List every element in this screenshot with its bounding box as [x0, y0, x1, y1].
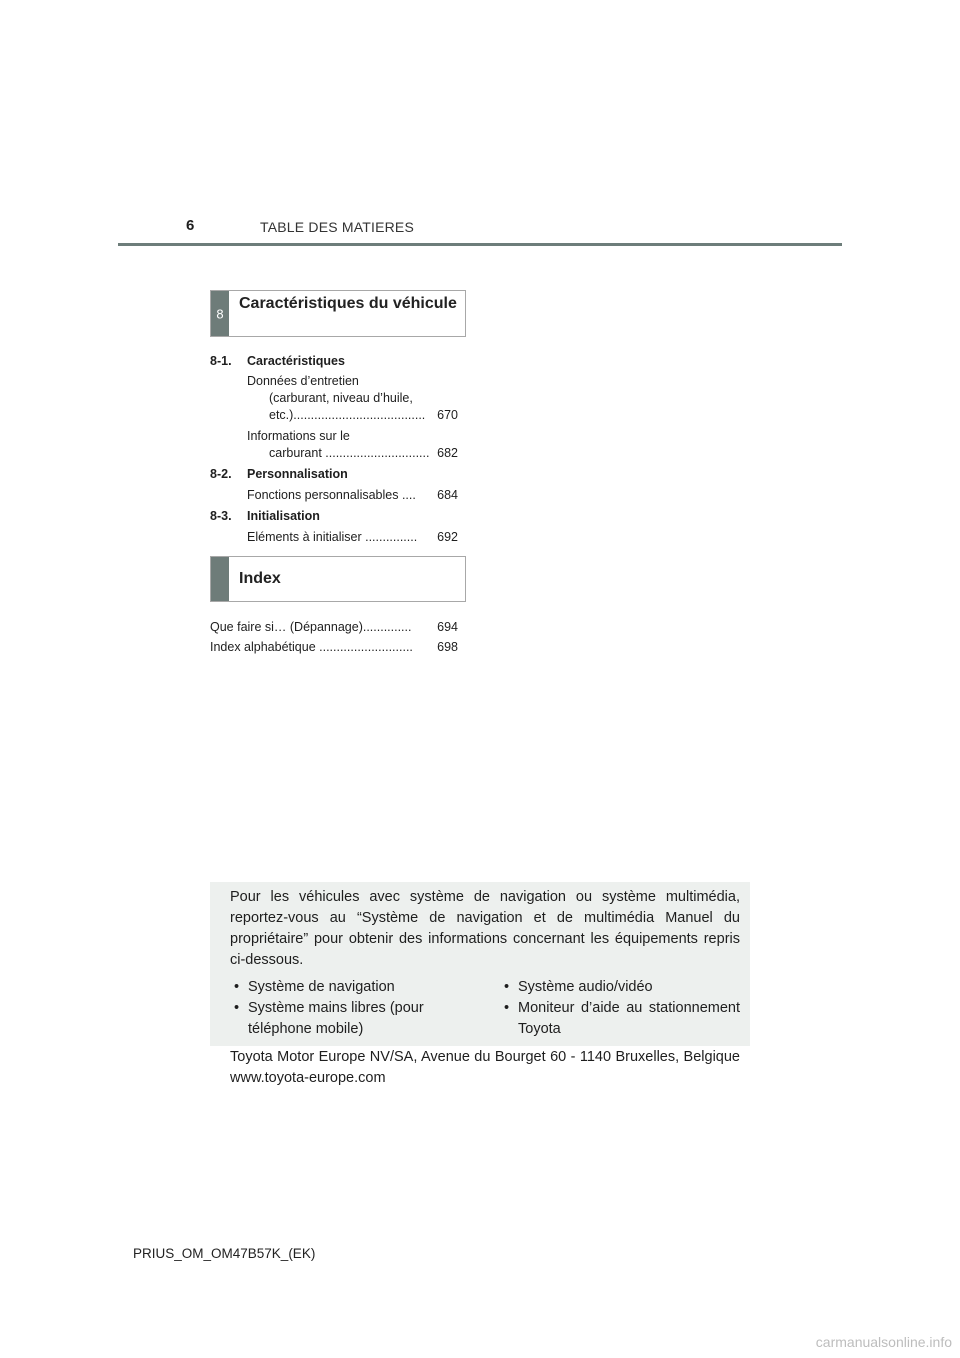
- section-number: 8: [216, 306, 224, 321]
- chapter-code: 8-3.: [210, 509, 232, 523]
- toc-page-number: 670: [437, 408, 458, 422]
- section-title: Caractéristiques du véhicule: [239, 295, 457, 312]
- notice-box: [210, 882, 750, 1046]
- toc-page-number: 694: [437, 620, 458, 634]
- page-number: 6: [186, 217, 195, 234]
- address-text: Toyota Motor Europe NV/SA, Avenue du Bourget 60 - 1140 Bruxelles, Belgique www.toyota-europe.com: [230, 1049, 740, 1086]
- toc-entry-informations-carburant[interactable]: [247, 428, 458, 462]
- toc-entry-elements-initialiser[interactable]: [247, 529, 458, 546]
- toc-entry-line: (carburant, niveau d’huile,: [269, 391, 413, 405]
- chapter-8-2-heading[interactable]: [210, 467, 348, 481]
- section-tab: [211, 291, 229, 336]
- chapter-title: Personnalisation: [247, 467, 348, 481]
- toc-entry-line: Données d’entretien: [247, 374, 359, 388]
- toc-page-number: 684: [437, 488, 458, 502]
- notice-text: Pour les véhicules avec système de navigation ou système multimédia, reportez-vous au “Système de navigation et de multimédia Manuel du propriétaire” pour obtenir des informations concernant les équipements repris ci-dessous.: [230, 889, 740, 968]
- watermark: carmanualsonline.info: [815, 1334, 952, 1350]
- chapter-title: Initialisation: [247, 509, 320, 523]
- toc-page-number: 698: [437, 640, 458, 654]
- toc-entry-index-alphabetique[interactable]: [210, 639, 458, 656]
- toc-entry-fonctions-personnalisables[interactable]: [247, 487, 458, 504]
- header-title: TABLE DES MATIERES: [260, 219, 415, 235]
- toc-entry-line: carburant ..............................: [269, 446, 430, 460]
- toc-entry-line: Fonctions personnalisables ....: [247, 488, 416, 502]
- toc-entry-line: Eléments à initialiser ...............: [247, 530, 418, 544]
- section-title: Index: [239, 570, 281, 587]
- list-item: • Système de navigation: [230, 977, 455, 998]
- list-item: • Système audio/vidéo: [500, 977, 740, 998]
- list-item: • Système mains libres (pour téléphone mobile): [230, 998, 455, 1040]
- toc-entry-line: Index alphabétique ...........................: [210, 640, 413, 654]
- section-8-header[interactable]: [210, 290, 466, 337]
- toc-entry-line: Informations sur le: [247, 429, 350, 443]
- chapter-8-1-heading[interactable]: [210, 354, 345, 368]
- footer-code: PRIUS_OM_OM47B57K_(EK): [133, 1246, 316, 1261]
- notice-right-list: [500, 977, 740, 1040]
- index-section-header[interactable]: [210, 556, 466, 602]
- header-rule: [118, 243, 842, 246]
- toc-entry-line: etc.)......................................: [269, 408, 426, 422]
- section-tab: [211, 557, 229, 601]
- toc-entry-line: Que faire si… (Dépannage)..............: [210, 620, 412, 634]
- toc-entry-donnees-entretien[interactable]: [247, 373, 458, 424]
- chapter-8-3-heading[interactable]: [210, 509, 320, 523]
- chapter-code: 8-2.: [210, 467, 232, 481]
- notice-left-list: [230, 977, 455, 1040]
- toc-entry-depannage[interactable]: [210, 619, 458, 636]
- toc-page-number: 692: [437, 530, 458, 544]
- chapter-title: Caractéristiques: [247, 354, 345, 368]
- chapter-code: 8-1.: [210, 354, 232, 368]
- list-item: • Moniteur d’aide au stationnement Toyota: [500, 998, 740, 1040]
- toc-page-number: 682: [437, 446, 458, 460]
